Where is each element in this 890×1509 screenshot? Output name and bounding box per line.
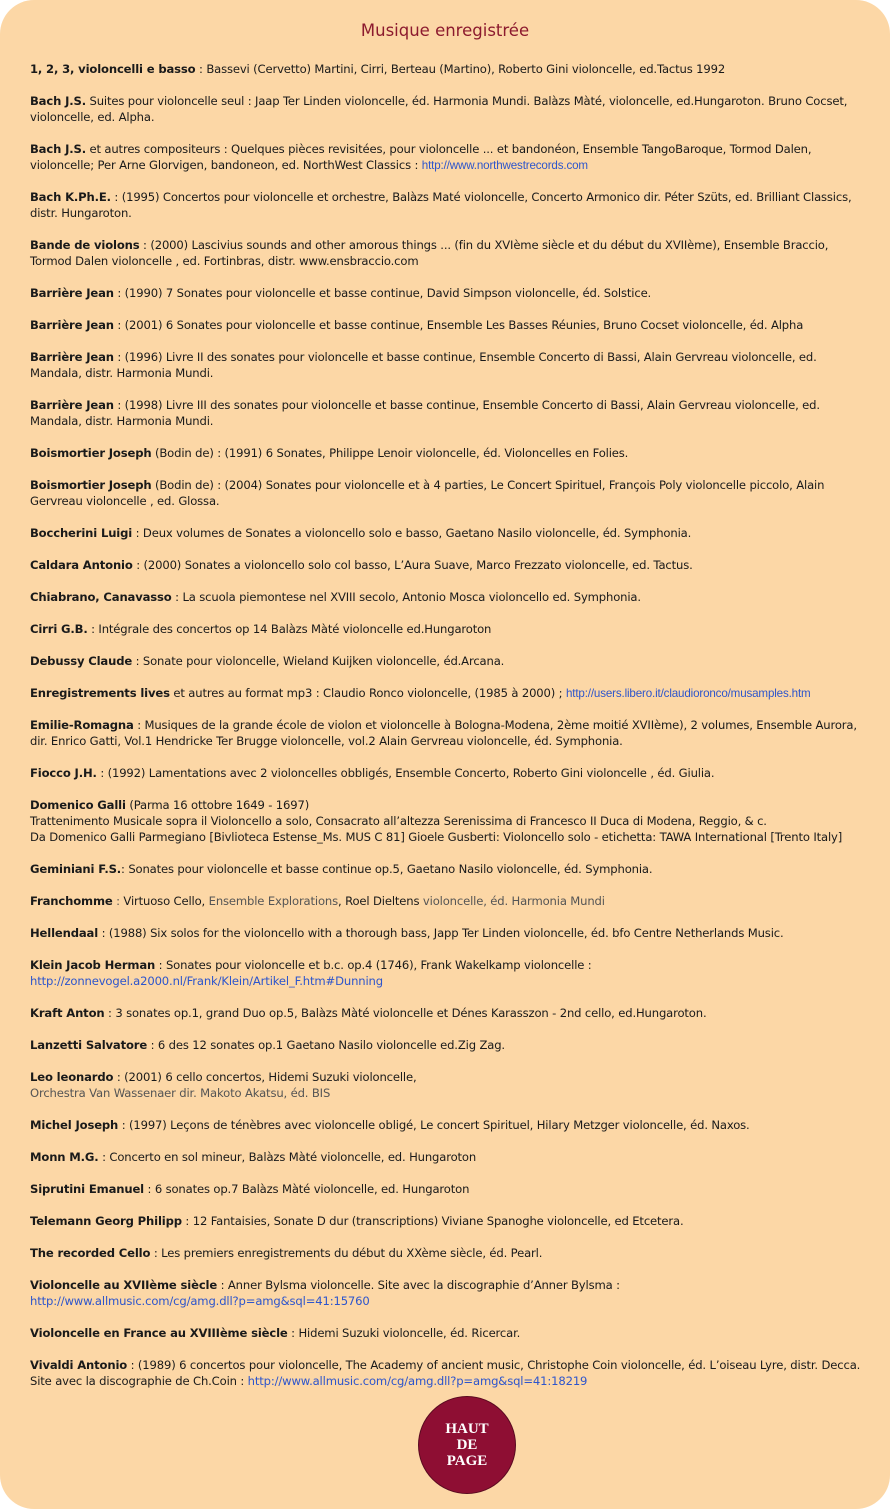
entry-text: : Deux volumes de Sonates a violoncello solo e basso, Gaetano Nasilo violoncelle, éd. Symphonia. [132,526,692,540]
entry-heading: Franchomme [30,894,113,908]
entry-text: : Intégrale des concertos op 14 Balàzs Màté violoncelle ed.Hungaroton [87,622,492,636]
entry-text: (Parma 16 ottobre 1649 - 1697) [125,798,310,812]
discography-entry [30,1037,865,1053]
entry-heading: Cirri G.B. [30,622,88,636]
entry-text: Orchestra Van Wassenaer dir. Makoto Akatsu, éd. BIS [30,1086,331,1100]
discography-entry [30,525,865,541]
entry-text: : (1990) 7 Sonates pour violoncelle et basse continue, David Simpson violoncelle, éd. Solstice. [113,286,652,300]
back-to-top-line-3: PAGE [446,1453,488,1469]
entry-heading: Fiocco J.H. [30,766,97,780]
entry-text: : (2001) 6 cello concertos, Hidemi Suzuki violoncelle, [113,1070,417,1084]
discography-entry [30,61,865,77]
entry-link[interactable]: http://www.northwestrecords.com [421,159,588,172]
entry-heading: Violoncelle en France au XVIIIème siècle [30,1326,288,1340]
entry-text: : (1998) Livre III des sonates pour violoncelle et basse continue, Ensemble Concerto di Bassi, Alain Gervreau violoncelle, ed. Mandala, distr. Harmonia Mundi. [30,398,820,428]
entry-heading: Bande de violons [30,238,140,252]
discography-entry [30,557,865,573]
entry-text: violoncelle, éd. Harmonia Mundi [422,894,605,908]
entry-text: : (2000) Sonates a violoncello solo col basso, L’Aura Suave, Marco Frezzato violoncelle, ed. Tactus. [132,558,693,572]
entry-text: Site avec la discographie de Ch.Coin : [30,1374,248,1388]
entry-heading: Bach J.S. [30,142,86,156]
entry-text: : (1989) 6 concertos pour violoncelle, The Academy of ancient music, Christophe Coin violoncelle, éd. L’oiseau Lyre, distr. Decca. [127,1358,861,1372]
entry-text: : (2000) Lascivius sounds and other amorous things ... (fin du XVIème siècle et du début du XVIIème), Ensemble Braccio, Tormod Dalen violoncelle , ed. Fortinbras, distr. www.ensbraccio.com [30,238,829,268]
entry-link[interactable]: http://users.libero.it/claudioronco/musamples.htm [565,687,811,700]
entry-text: : Concerto en sol mineur, Balàzs Màté violoncelle, ed. Hungaroton [98,1150,477,1164]
discography-entry [30,685,865,702]
entry-text: : 6 des 12 sonates op.1 Gaetano Nasilo violoncelle ed.Zig Zag. [147,1038,505,1052]
entry-text: : Hidemi Suzuki violoncelle, éd. Ricercar. [287,1326,521,1340]
entry-heading: Siprutini Emanuel [30,1182,144,1196]
entry-heading: Boismortier Joseph [30,446,152,460]
discography-entry [30,237,865,269]
discography-entry [30,1325,865,1341]
entry-heading: 1, 2, 3, violoncelli e basso [30,62,196,76]
entry-text: : (1996) Livre II des sonates pour violoncelle et basse continue, Ensemble Concerto di Bassi, Alain Gervreau violoncelle, ed. Mandala, distr. Harmonia Mundi. [30,350,817,380]
entry-text: et autres compositeurs : Quelques pièces revisitées, pour violoncelle ... et bandonéon, Ensemble TangoBaroque, Tormod Dalen, violoncelle; Per Arne Glorvigen, bandoneon, ed. NorthWest Classics : [30,142,812,172]
discography-entry [30,589,865,605]
entry-heading: Hellendaal [30,926,99,940]
discography-entry [30,957,865,989]
back-to-top-line-1: HAUT [445,1421,489,1437]
discography-entry [30,1357,865,1389]
entry-heading: Enregistrements lives [30,686,170,700]
entry-text: : (1995) Concertos pour violoncelle et orchestre, Balàzs Maté violoncelle, Concerto Armonico dir. Péter Szüts, ed. Brilliant Classics, distr. Hungaroton. [30,190,852,220]
entry-heading: Leo leonardo [30,1070,114,1084]
entry-heading: Domenico Galli [30,798,126,812]
entry-text: : Musiques de la grande école de violon et violoncelle à Bologna-Modena, 2ème moitié XVIIème), 2 volumes, Ensemble Aurora, dir. Enrico Gatti, Vol.1 Hendricke Ter Brugge violoncelle, vol.2 Alain Gervreau violoncelle, éd. Symphonia. [30,718,857,748]
entry-text: : (1988) Six solos for the violoncello with a thorough bass, Japp Ter Linden violoncelle, éd. bfo Centre Netherlands Music. [98,926,784,940]
entry-text: : La scuola piemontese nel XVIII secolo, Antonio Mosca violoncello ed. Symphonia. [171,590,641,604]
entry-heading: Caldara Antonio [30,558,133,572]
entry-text: : Bassevi (Cervetto) Martini, Cirri, Berteau (Martino), Roberto Gini violoncelle, ed.Tactus 1992 [195,62,726,76]
entry-heading: Telemann Georg Philipp [30,1214,182,1228]
discography-entry [30,1149,865,1165]
discography-entry [30,797,865,845]
entry-text: Suites pour violoncelle seul : Jaap Ter Linden violoncelle, éd. Harmonia Mundi. Balàzs Màté, violoncelle, ed.Hungaroton. Bruno Cocset, violoncelle, ed. Alpha. [30,94,848,124]
entry-heading: Boccherini Luigi [30,526,133,540]
entry-text: : [112,894,124,908]
discography-entry [30,621,865,637]
discography-entry [30,893,865,909]
entry-heading: Chiabrano, Canavasso [30,590,172,604]
entry-heading: Violoncelle au XVIIème siècle [30,1278,218,1292]
entry-heading: Boismortier Joseph [30,478,152,492]
back-to-top-line-2: DE [456,1437,478,1453]
entry-link[interactable]: http://www.allmusic.com/cg/amg.dll?p=amg&sql=41:15760 [30,1294,370,1308]
entry-link[interactable]: http://zonnevogel.a2000.nl/Frank/Klein/Artikel_F.htm#Dunning [30,974,383,988]
discography-entry [30,925,865,941]
page-title: Musique enregistrée [360,21,530,40]
discography-entry [30,141,865,174]
entry-text: : 12 Fantaisies, Sonate D dur (transcriptions) Viviane Spanoghe violoncelle, ed Etcetera. [181,1214,684,1228]
entry-heading: Barrière Jean [30,350,114,364]
discography-entry [30,861,865,877]
entry-text: Ensemble Explorations [208,894,339,908]
entry-heading: Klein Jacob Herman [30,958,156,972]
discography-entry [30,1181,865,1197]
discography-entry [30,653,865,669]
discography-entry [30,189,865,221]
entry-heading: Lanzetti Salvatore [30,1038,148,1052]
entry-heading: Barrière Jean [30,398,114,412]
entry-text: et autres au format mp3 : Claudio Ronco violoncelle, (1985 à 2000) ; [169,686,566,700]
entry-text: : 3 sonates op.1, grand Duo op.5, Balàzs Màté violoncelle et Dénes Karasszon - 2nd cello, ed.Hungaroton. [104,1006,707,1020]
discography-entry [30,285,865,301]
entry-text: Virtuoso Cello, [123,894,209,908]
entry-text: : (2001) 6 Sonates pour violoncelle et basse continue, Ensemble Les Basses Réunies, Bruno Cocset violoncelle, éd. Alpha [113,318,804,332]
entry-link[interactable]: http://www.allmusic.com/cg/amg.dll?p=amg&sql=41:18219 [247,1374,588,1388]
entry-text: Da Domenico Galli Parmegiano [Bivlioteca Estense_Ms. MUS C 81] Gioele Gusberti: Violoncello solo - etichetta: TAWA International [Trento Italy] [30,830,843,844]
entry-text: , Roel Dieltens [338,894,423,908]
discography-entry [30,765,865,781]
entry-heading: Bach J.S. [30,94,86,108]
entry-text: Trattenimento Musicale sopra il Violoncello a solo, Consacrato all’altezza Serenissima di Francesco II Duca di Modena, Reggio, & c. [30,814,767,828]
discography-entry [30,445,865,461]
discography-entry [30,93,865,125]
entry-text: (Bodin de) : (2004) Sonates pour violoncelle et à 4 parties, Le Concert Spirituel, François Poly violoncelle piccolo, Alain Gervreau violoncelle , ed. Glossa. [30,478,825,508]
entry-heading: Geminiani F.S. [30,862,122,876]
discography-entry [30,1277,865,1309]
entry-text: : Les premiers enregistrements du début du XXème siècle, éd. Pearl. [150,1246,543,1260]
entry-heading: Barrière Jean [30,318,114,332]
entry-text: : (1997) Leçons de ténèbres avec violoncelle obligé, Le concert Spirituel, Hilary Metzger violoncelle, éd. Naxos. [118,1118,750,1132]
discography-entry [30,349,865,381]
entry-heading: Emilie-Romagna [30,718,134,732]
discography-entry [30,477,865,509]
entry-heading: Bach K.Ph.E. [30,190,111,204]
discography-entry [30,1005,865,1021]
entry-text: : Anner Bylsma violoncelle. Site avec la discographie d’Anner Bylsma : [217,1278,620,1292]
entry-text: : Sonates pour violoncelle et basse continue op.5, Gaetano Nasilo violoncelle, éd. Symphonia. [121,862,653,876]
entry-heading: Debussy Claude [30,654,133,668]
discography-entry [30,317,865,333]
entry-heading: Monn M.G. [30,1150,99,1164]
entry-heading: Vivaldi Antonio [30,1358,128,1372]
discography-entry [30,397,865,429]
entry-heading: Kraft Anton [30,1006,105,1020]
entry-text: (Bodin de) : (1991) 6 Sonates, Philippe Lenoir violoncelle, éd. Violoncelles en Folies. [151,446,629,460]
entry-text: : Sonates pour violoncelle et b.c. op.4 (1746), Frank Wakelkamp violoncelle : [155,958,592,972]
entry-heading: Barrière Jean [30,286,114,300]
entry-heading: Michel Joseph [30,1118,119,1132]
discography-entry [30,1069,865,1101]
discography-entry [30,1117,865,1133]
discography-entry [30,1245,865,1261]
entry-heading: The recorded Cello [30,1246,151,1260]
entry-text: : 6 sonates op.7 Balàzs Màté violoncelle, ed. Hungaroton [144,1182,470,1196]
back-to-top-button[interactable] [419,1397,515,1493]
entry-text: : Sonate pour violoncelle, Wieland Kuijken violoncelle, éd.Arcana. [132,654,505,668]
entry-text: : (1992) Lamentations avec 2 violoncelles obbligés, Ensemble Concerto, Roberto Gini violoncelle , éd. Giulia. [96,766,715,780]
discography-entry [30,1213,865,1229]
discography-entry [30,717,865,749]
